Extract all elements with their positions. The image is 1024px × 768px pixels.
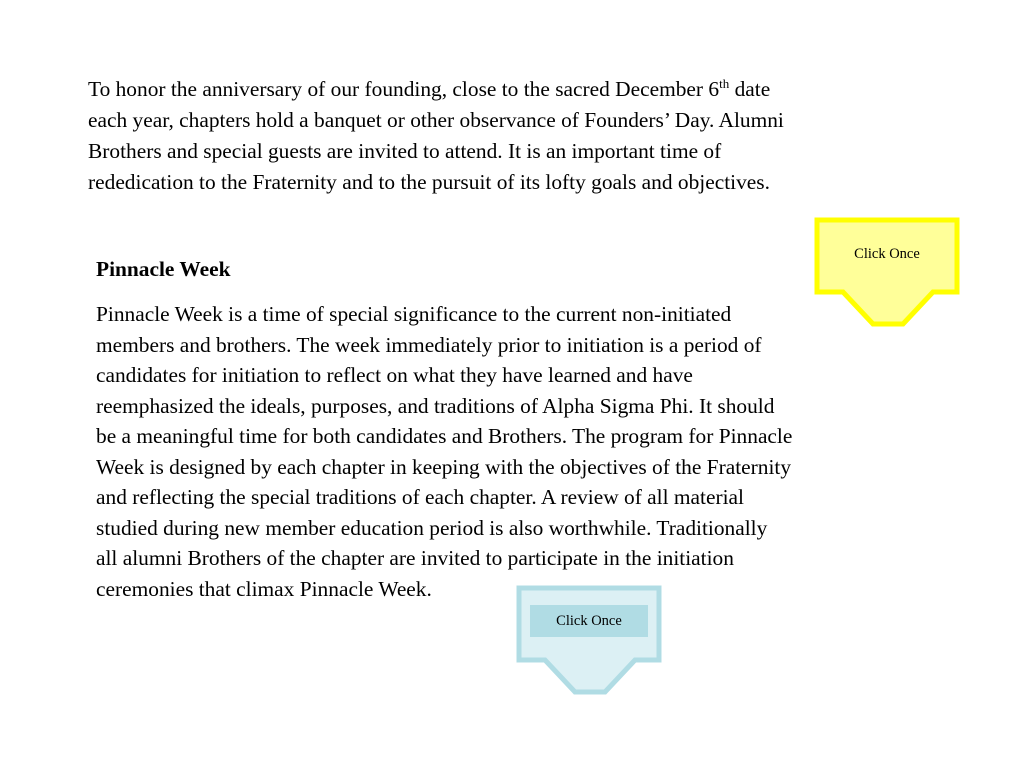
pinnacle-line: ceremonies that climax Pinnacle Week. — [96, 576, 432, 601]
pinnacle-line: Week is designed by each chapter in keeping with the objectives of the Fraternity — [96, 454, 792, 479]
pinnacle-line: studied during new member education period is also worthwhile. Traditionally — [96, 515, 768, 540]
superscript-th: th — [719, 76, 730, 91]
founders-day-line-1: To honor the anniversary of our founding, close to the sacred December 6th date — [88, 76, 771, 101]
click-once-label: Click Once — [854, 246, 920, 262]
founders-day-line-4: rededication to the Fraternity and to the pursuit of its lofty goals and objectives. — [88, 170, 770, 194]
founders-day-line-3: Brothers and special guests are invited to attend. It is an important time of — [88, 139, 722, 163]
pinnacle-line: candidates for initiation to reflect on what they have learned and have — [96, 363, 693, 387]
pinnacle-line: reemphasized the ideals, purposes, and traditions of Alpha Sigma Phi. It should — [96, 393, 775, 418]
click-once-button-top[interactable] — [814, 217, 960, 329]
down-arrow-callout-icon — [814, 217, 960, 329]
pinnacle-week-paragraph — [96, 299, 956, 604]
pinnacle-line: and reflecting the special traditions of each chapter. A review of all material — [96, 485, 744, 509]
pinnacle-line: all alumni Brothers of the chapter are invited to participate in the initiation — [96, 546, 734, 570]
founders-day-line-2: each year, chapters hold a banquet or other observance of Founders’ Day. Alumni — [88, 108, 784, 132]
down-arrow-callout-icon — [516, 585, 662, 697]
click-once-button-bottom[interactable] — [516, 585, 662, 697]
pinnacle-line: members and brothers. The week immediately prior to initiation is a period of — [96, 332, 762, 357]
pinnacle-line: be a meaningful time for both candidates and Brothers. The program for Pinnacle — [96, 424, 793, 448]
pinnacle-week-heading: Pinnacle Week — [96, 257, 231, 281]
pinnacle-line: Pinnacle Week is a time of special significance to the current non-initiated — [96, 302, 732, 326]
click-once-label: Click Once — [556, 613, 622, 629]
founders-day-paragraph — [88, 74, 948, 198]
